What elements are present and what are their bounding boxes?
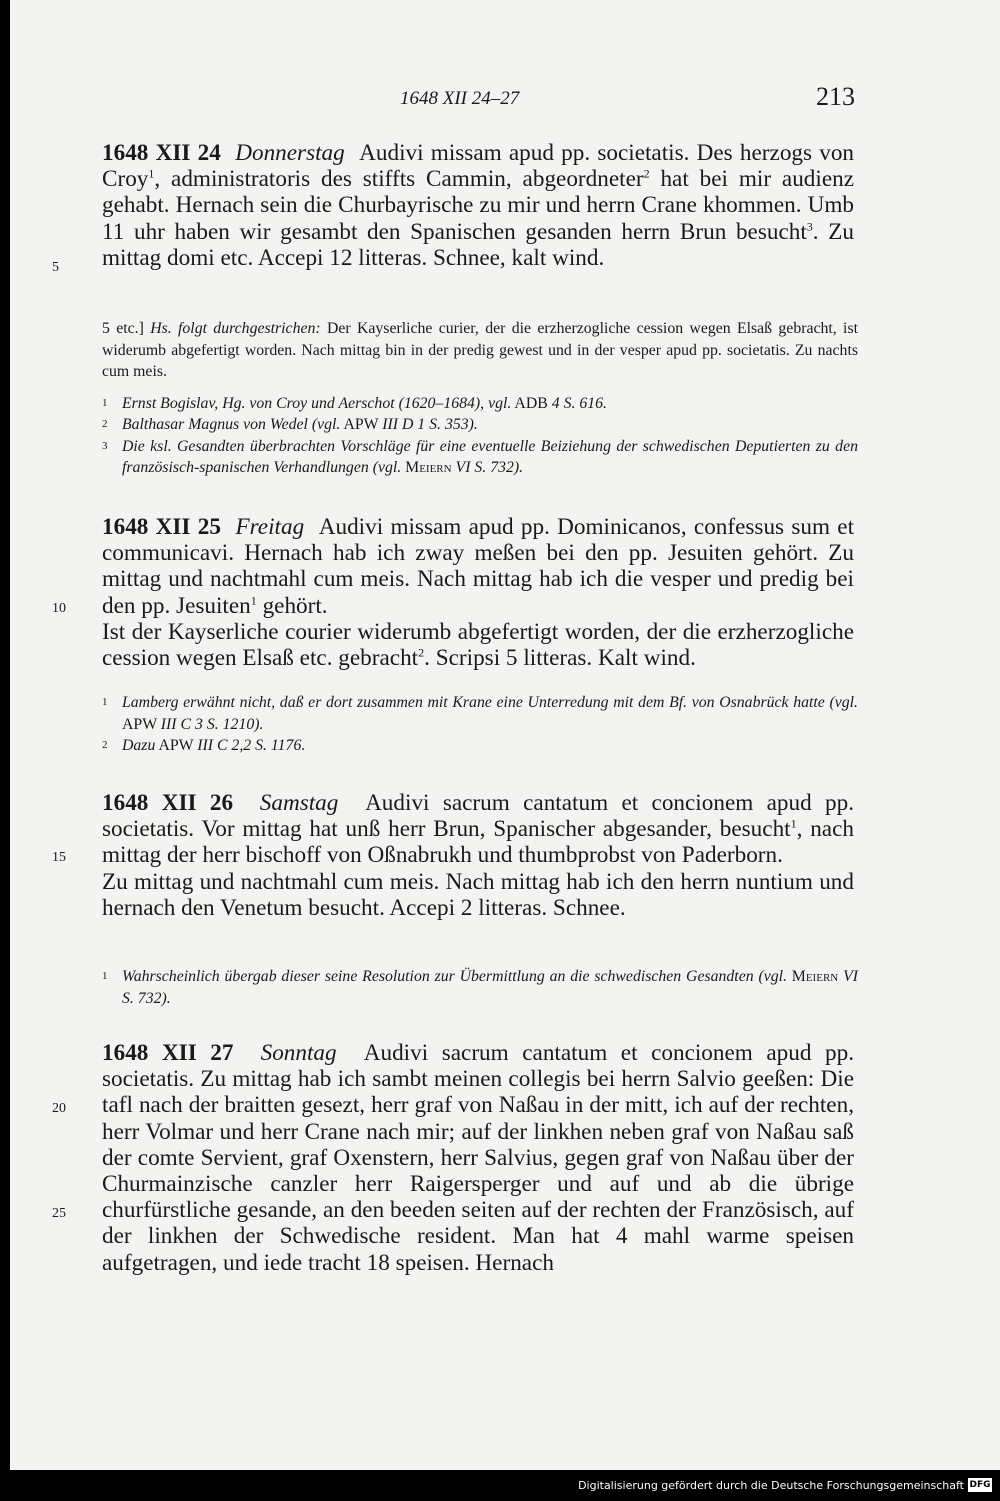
entry-text: Zu mittag und nachtmahl cum meis. Nach mittag hab ich den herrn nuntium und hernach den Venetum besucht. Accepi 2 litteras. Schnee.: [102, 868, 854, 921]
entry-text: . Zu mittag domi etc. Accepi 12 litteras. Schnee, kalt wind.: [102, 218, 854, 271]
footnote-ref: 1: [250, 592, 257, 607]
footnote: [102, 735, 858, 757]
apparatus-block-1: [102, 318, 858, 479]
funding-credit: Digitalisierung gefördert durch die Deutsche Forschungsgemeinschaft: [578, 1479, 964, 1492]
footnote: [102, 436, 858, 479]
entry-date: 1648 XII 26: [102, 790, 234, 816]
page-number: 213: [816, 82, 855, 111]
footnote-source: APW: [122, 715, 157, 733]
footnote-source: APW: [158, 737, 194, 754]
footnote-source: Meiern: [791, 968, 839, 985]
footnote-mark: 1: [102, 396, 108, 409]
line-number: 20: [52, 1101, 66, 1116]
footnote-ref: 3: [806, 218, 813, 233]
entry-text: gehört.: [256, 592, 328, 619]
note-label: Hs. folgt durchgestrichen:: [150, 320, 321, 337]
page-header: [10, 82, 1000, 112]
entry-text: hat bei mir audienz gehabt. Hernach sein die Churbayrische zu mir und herrn Crane khommen. Umb 11 uhr haben wir gesambt den Spanischen gesanden herrn Brun besucht: [102, 166, 854, 245]
footnote-source: ADB: [514, 394, 548, 412]
footnote-ref-text: III D 1 S. 353).: [382, 416, 478, 433]
footnote-ref: 1: [790, 816, 797, 831]
dfg-logo: DFG: [969, 1480, 991, 1490]
entry-text: Ist der Kayserliche courier widerumb abgefertigt worden, der die erzherzogliche cession wegen Elsaß etc. gebracht: [102, 618, 854, 672]
diary-entry-1: [102, 140, 854, 271]
entry-text: Audivi missam apud pp. Dominicanos, confessus sum et communicavi. Hernach hab ich zway meßen bei den pp. Jesuiten gehört. Zu mittag und nachtmahl cum meis. Nach mittag hab ich die vesper und predig bei den pp. Jesuiten: [102, 514, 855, 619]
diary-entry-3: [102, 790, 854, 921]
note-lemma: 5 etc.]: [102, 320, 144, 337]
footnote-text: Wahrscheinlich übergab dieser seine Resolution zur Übermittlung an die schwedischen Gesandten (vgl.: [122, 968, 787, 985]
entry-text: . Scripsi 5 litteras. Kalt wind.: [424, 645, 696, 672]
entry-weekday: Sonntag: [260, 1040, 337, 1066]
footnote: [102, 393, 858, 415]
footnote: [102, 966, 858, 1009]
diary-entry-2: [102, 514, 854, 671]
footnote: [102, 692, 858, 735]
footnote-source: APW: [343, 416, 379, 433]
footnote: [102, 414, 858, 436]
diary-entry-4: [102, 1040, 854, 1276]
footnote-ref: 1: [148, 166, 155, 181]
footnote-mark: 2: [102, 739, 108, 751]
text-critical-note: [102, 318, 858, 383]
footnote-mark: 1: [102, 696, 108, 708]
book-page: [10, 0, 1000, 1470]
entry-weekday: Donnerstag: [235, 140, 345, 166]
footnote-ref-text: III C 3 S. 1210).: [160, 715, 264, 733]
entry-weekday: Samstag: [259, 790, 339, 816]
footnote-text: Balthasar Magnus von Wedel (vgl.: [122, 416, 341, 433]
entry-date: 1648 XII 27: [102, 1040, 234, 1066]
footnote-source: Meiern: [405, 459, 452, 476]
entry-date: 1648 XII 24: [102, 140, 221, 166]
line-number: 10: [52, 601, 66, 616]
line-number: 15: [52, 850, 66, 865]
line-number: 5: [52, 260, 59, 275]
entry-weekday: Freitag: [235, 514, 305, 540]
entry-date: 1648 XII 25: [102, 514, 221, 540]
footnote-text: Ernst Bogislav, Hg. von Croy und Aerschot (1620–1684), vgl.: [122, 394, 512, 412]
note-text: Der Kayserliche curier, der die erzherzogliche cession wegen Elsaß gebracht, ist widerumb abgefertigt worden. Nach mittag bin in der predig gewest und in der vesper apud pp. societatis. Zu nachts cum meis.: [102, 320, 858, 380]
footnote-text: Dazu: [122, 737, 156, 754]
entry-text: Audivi sacrum cantatum et concionem apud pp. societatis. Zu mittag hab ich sambt meinen collegis bei herrn Salvio geeßen: Die tafl nach der braitten gesezt, herr graf von Naßau in der mitt, ich auf der rechten, herr Volmar und herr Crane nach mir; auf der linkhen neben graf von Naßau saß der comte Servient, graf Oxenstern, herr Salvius, gegen graf von Naßau über der Churmainzische canzler herr Raigersperger und auf und ab die übrige churfürstliche gesande, an den beeden seiten auf der rechten der Französisch, auf der linkhen der Schwedische resident. Man hat 4 mahl warme speisen aufgetragen, und iede tracht 18 speisen. Hernach: [102, 1040, 854, 1276]
entry-text: Audivi sacrum cantatum et concionem apud pp. societatis. Vor mittag hat unß herr Brun, Spanischer abgesander, besucht: [102, 790, 855, 843]
footnote-text: Lamberg erwähnt nicht, daß er dort zusammen mit Krane eine Unterredung mit dem Bf. von Osnabrück hatte (vgl.: [122, 694, 858, 711]
footnote-ref-text: VI S. 732).: [455, 459, 524, 476]
footnote-ref-text: VI S. 732).: [122, 968, 858, 1007]
footnote-mark: 2: [102, 418, 108, 430]
running-head: 1648 XII 24–27: [400, 88, 520, 109]
apparatus-block-3: [102, 966, 858, 1009]
footnote-mark: 1: [102, 970, 108, 982]
apparatus-block-2: [102, 692, 858, 757]
footnote-text: Die ksl. Gesandten überbrachten Vorschläge für eine eventuelle Beiziehung der schwedischen Deputierten zu den französisch-spanischen Verhandlungen (vgl.: [122, 437, 858, 476]
footnote-ref-text: III C 2,2 S. 1176.: [197, 737, 306, 754]
footer-bar: [0, 1470, 1000, 1501]
footnote-ref: 2: [418, 645, 425, 660]
entry-text: Audivi missam apud pp. societatis. Des herzogs von Croy: [102, 140, 855, 193]
line-number: 25: [52, 1206, 66, 1221]
entry-text: , administratoris des stiffts Cammin, abgeordneter: [154, 166, 644, 193]
footnote-ref-text: 4 S. 616.: [551, 394, 608, 412]
footnote-mark: 3: [102, 439, 108, 452]
entry-text: , nach mittag der herr bischoff von Oßnabrukh und thumbprobst von Paderborn.: [102, 816, 854, 869]
footnote-ref: 2: [643, 166, 650, 181]
